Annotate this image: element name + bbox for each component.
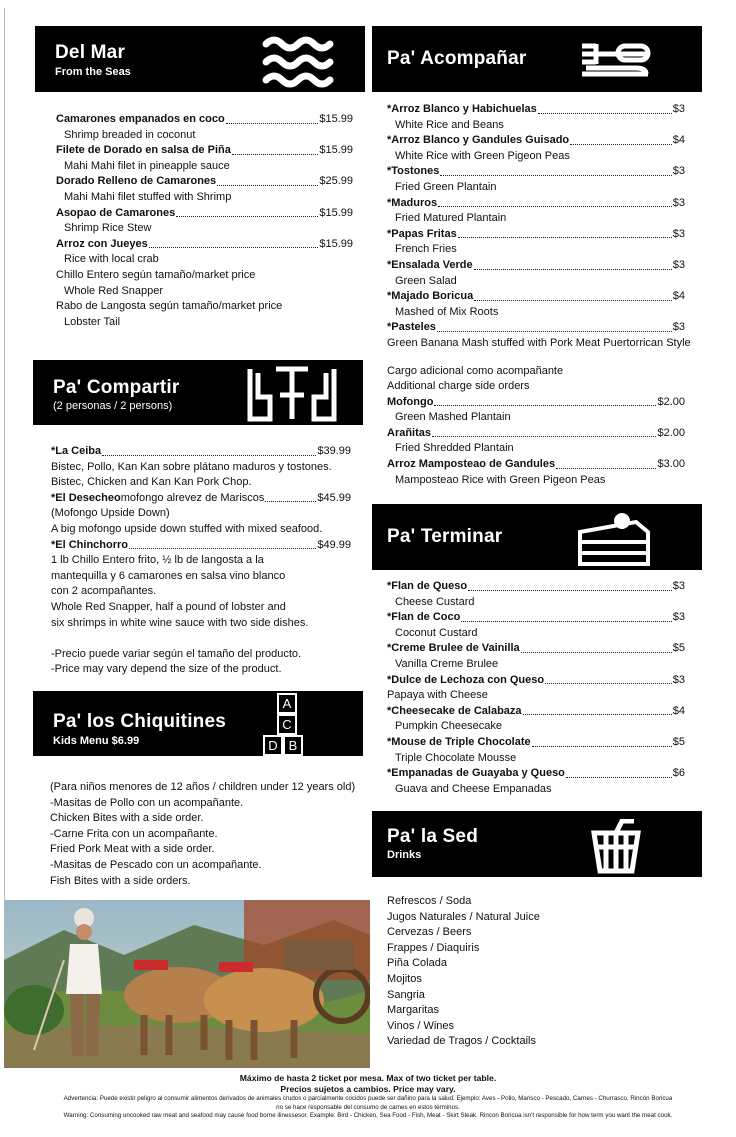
- leader-dots: [468, 589, 672, 591]
- item-description: Shrimp breaded in coconut: [64, 128, 196, 141]
- item-name: *El Chinchorro: [51, 538, 129, 551]
- item-name: *Pasteles: [387, 321, 436, 334]
- platter-text: Bistec, Chicken and Kan Kan Pork Chop.: [51, 476, 252, 489]
- acompanar-title: Pa' Acompañar: [387, 48, 527, 69]
- item-name: Camarones empanados en coco: [56, 113, 225, 125]
- item-price: $45.99: [317, 491, 351, 504]
- leader-dots: [149, 246, 319, 248]
- chiquitines-title: Pa' los Chiquitines: [53, 711, 227, 732]
- waves-icon: [260, 32, 336, 88]
- shared-table-icon: [246, 365, 338, 423]
- terminar-list: [387, 579, 685, 797]
- item-name: *Ensalada Verde: [387, 258, 473, 271]
- item-name: Arroz con Jueyes: [56, 237, 148, 250]
- item-name: Filete de Dorado en salsa de Piña: [56, 144, 231, 157]
- item-note: mofongo alrevez de Mariscos: [120, 491, 265, 504]
- item-price: $3: [672, 321, 685, 334]
- drink-item: Margaritas: [387, 1004, 439, 1017]
- item-description: Coconut Custard: [395, 626, 478, 639]
- item-description: Fried Green Plantain: [395, 180, 497, 193]
- leader-dots: [437, 330, 672, 332]
- item-price: $15.99: [319, 237, 353, 250]
- drink-item: Refrescos / Soda: [387, 895, 472, 907]
- menu-item-row: [387, 610, 685, 626]
- item-name: *Flan de Coco: [387, 611, 461, 624]
- compartir-title: Pa' Compartir: [53, 377, 180, 398]
- item-description: Green Banana Mash stuffed with Pork Meat Puertorrican Style: [387, 336, 691, 349]
- item-name: *Arroz Blanco y Habichuelas: [387, 103, 537, 115]
- leader-dots: [566, 776, 672, 778]
- chiquitines-list: [50, 780, 360, 889]
- item-name: *Creme Brulee de Vainilla: [387, 642, 520, 655]
- leader-dots: [176, 215, 318, 217]
- item-description: Green Salad: [395, 274, 457, 287]
- block-b: B: [283, 735, 303, 756]
- drink-item: Cervezas / Beers: [387, 926, 472, 939]
- kids-line: -Masitas de Pescado con un acompañante.: [50, 858, 262, 871]
- item-name: *Cheesecake de Calabaza: [387, 704, 522, 717]
- drink-item: Piña Colada: [387, 957, 447, 970]
- acompanar-header: [372, 26, 702, 92]
- kids-line: (Para niños menores de 12 años / children under 12 years old): [50, 781, 356, 793]
- ox-cart-painting: [4, 900, 370, 1068]
- compartir-header: [33, 360, 363, 425]
- item-description: Pumpkin Cheesecake: [395, 720, 503, 733]
- menu-item-row: [387, 579, 685, 595]
- item-name: *La Ceiba: [51, 445, 102, 457]
- drink-cup-icon: [586, 819, 646, 875]
- platter-text: Bistec, Pollo, Kan Kan sobre plátano maduros y tostones.: [51, 460, 332, 473]
- block-a: A: [277, 693, 297, 714]
- item-price: $15.99: [319, 144, 353, 157]
- leader-dots: [461, 620, 671, 622]
- menu-item-row: [387, 395, 685, 411]
- item-price: $2.00: [657, 426, 685, 439]
- item-price: $3: [672, 165, 685, 178]
- item-description: Papaya with Cheese: [387, 689, 488, 702]
- leader-dots: [217, 184, 318, 186]
- menu-item-row: [387, 735, 685, 751]
- item-price: $3: [672, 196, 685, 209]
- platter-text: A big mofongo upside down stuffed with mixed seafood.: [51, 522, 323, 535]
- menu-item-row: [387, 704, 685, 720]
- leader-dots: [538, 112, 672, 114]
- item-description: French Fries: [395, 243, 457, 256]
- del-mar-header: [35, 26, 365, 92]
- kids-line: Chicken Bites with a side order.: [50, 812, 204, 825]
- leader-dots: [129, 547, 316, 549]
- item-name: *Papas Fritas: [387, 227, 457, 240]
- item-name: *Arroz Blanco y Gandules Guisado: [387, 134, 570, 147]
- kids-line: -Masitas de Pollo con un acompañante.: [50, 796, 244, 809]
- item-name: *Empanadas de Guayaba y Queso: [387, 767, 565, 780]
- item-description: Triple Chocolate Mousse: [395, 751, 517, 764]
- menu-item-row: [387, 320, 685, 336]
- item-description: Mashed of Mix Roots: [395, 305, 499, 318]
- item-price: $3: [672, 611, 685, 624]
- footer-warning-en: Warning: Consuming uncooked raw meat and seafood may cause food borne ilinessesor. Example: Bird - Chicken, Sea Food - Fish, Meat - Skirt Steak. Rincon Boricua isn't responsible for how term you want the meat cook.: [63, 1112, 673, 1120]
- item-name: *Majado Boricua: [387, 290, 474, 303]
- item-price: $5: [672, 642, 685, 655]
- leader-dots: [102, 454, 316, 456]
- leader-dots: [521, 651, 672, 653]
- menu-item-row: [387, 426, 685, 442]
- item-price: $15.99: [319, 206, 353, 219]
- leader-dots: [432, 435, 656, 437]
- item-price: $49.99: [317, 538, 351, 551]
- utensils-icon: [578, 38, 652, 82]
- compartir-subtitle: (2 personas / 2 persons): [53, 400, 173, 412]
- drink-item: Vinos / Wines: [387, 1019, 455, 1032]
- chiquitines-subtitle: Kids Menu $6.99: [53, 735, 140, 747]
- menu-item-row: [387, 164, 685, 180]
- item-price: $3.00: [657, 458, 685, 471]
- item-name: Mofongo: [387, 395, 434, 408]
- del-mar-title: Del Mar: [55, 42, 126, 63]
- kids-line: Fish Bites with a side orders.: [50, 874, 191, 887]
- item-price: $2.00: [657, 395, 685, 408]
- extra-line: Lobster Tail: [64, 315, 121, 328]
- sed-list: [387, 894, 685, 1050]
- leader-dots: [265, 500, 316, 502]
- leader-dots: [556, 467, 656, 469]
- leader-dots: [545, 682, 672, 684]
- platter-text: con 2 acompañantes.: [51, 585, 157, 598]
- drink-item: Jugos Naturales / Natural Juice: [387, 910, 540, 923]
- item-name: Asopao de Camarones: [56, 206, 176, 219]
- sed-subtitle: Drinks: [387, 849, 422, 861]
- menu-item-row: [387, 457, 685, 473]
- leader-dots: [440, 174, 671, 176]
- item-price: $3: [672, 580, 685, 592]
- platter-text: six shrimps in white wine sauce with two side dishes.: [51, 616, 309, 629]
- block-d: D: [263, 735, 283, 756]
- item-price: $3: [672, 103, 685, 115]
- extra-charge-note: Cargo adicional como acompañante: [387, 364, 564, 377]
- item-price: $3: [672, 673, 685, 686]
- leader-dots: [532, 745, 672, 747]
- item-description: Cheese Custard: [395, 595, 475, 608]
- item-price: $6: [672, 767, 685, 780]
- extra-line: Chillo Entero según tamaño/market price: [56, 268, 256, 281]
- compartir-list: [51, 444, 351, 678]
- menu-item-row: [387, 673, 685, 689]
- platter-text: [51, 631, 351, 647]
- menu-item-row: [387, 133, 685, 149]
- menu-item-row: [56, 237, 353, 253]
- item-price: $15.99: [319, 113, 353, 125]
- menu-item-row: [387, 289, 685, 305]
- spacer: [387, 352, 685, 364]
- item-name: Arañitas: [387, 426, 432, 439]
- item-price: $3: [672, 227, 685, 240]
- kids-line: Fried Pork Meat with a side order.: [50, 843, 215, 856]
- platter-row: [51, 444, 351, 460]
- item-price: $25.99: [319, 175, 353, 188]
- menu-item-row: [387, 641, 685, 657]
- item-description: White Rice and Beans: [395, 118, 504, 131]
- platter-text: (Mofongo Upside Down): [51, 507, 170, 520]
- item-name: Dorado Relleno de Camarones: [56, 175, 217, 188]
- footer-price-note: Precios sujetos a cambios. Price may vary.: [280, 1084, 456, 1094]
- leader-dots: [523, 713, 672, 715]
- sed-header: [372, 811, 702, 877]
- menu-item-row: [387, 258, 685, 274]
- footer: [0, 1068, 736, 1121]
- platter-text: -Price may vary depend the size of the product.: [51, 663, 282, 676]
- item-name: *Maduros: [387, 196, 438, 209]
- item-price: $5: [672, 735, 685, 748]
- item-name: *Dulce de Lechoza con Queso: [387, 673, 545, 686]
- leader-dots: [434, 404, 656, 406]
- chiquitines-header: [33, 691, 363, 756]
- menu-item-row: [56, 112, 353, 128]
- item-price: $4: [672, 290, 685, 303]
- item-description: Mamposteao Rice with Green Pigeon Peas: [395, 473, 606, 486]
- drink-item: Sangria: [387, 988, 425, 1001]
- item-description: Mahi Mahi filet stuffed with Shrimp: [64, 190, 232, 203]
- item-price: $3: [672, 258, 685, 271]
- menu-item-row: [56, 206, 353, 222]
- abc-blocks-icon: [263, 693, 323, 755]
- menu-item-row: [387, 766, 685, 782]
- item-description: Green Mashed Plantain: [395, 411, 511, 424]
- item-name: *Tostones: [387, 165, 440, 178]
- leader-dots: [474, 268, 672, 270]
- item-description: White Rice with Green Pigeon Peas: [395, 149, 570, 162]
- platter-text: Whole Red Snapper, half a pound of lobster and: [51, 600, 286, 613]
- platter-text: mantequilla y 6 camarones en salsa vino blanco: [51, 569, 286, 582]
- drink-item: Variedad de Tragos / Cocktails: [387, 1035, 536, 1048]
- menu-item-row: [56, 174, 353, 190]
- kids-line: -Carne Frita con un acompañante.: [50, 827, 218, 840]
- item-name: *El Desecheo: [51, 491, 121, 504]
- item-price: $4: [672, 704, 685, 717]
- cake-slice-icon: [576, 510, 654, 568]
- footer-warning-es-2: no se hace responsable del consumo de carnes en estos términos.: [276, 1103, 460, 1111]
- leader-dots: [232, 153, 319, 155]
- extra-charge-note: Additional charge side orders: [387, 380, 530, 393]
- leader-dots: [226, 122, 319, 124]
- menu-item-row: [387, 227, 685, 243]
- item-name: *Mouse de Triple Chocolate: [387, 735, 531, 748]
- item-description: Guava and Cheese Empanadas: [395, 782, 552, 795]
- drink-item: Mojitos: [387, 972, 422, 985]
- menu-item-row: [387, 196, 685, 212]
- item-name: *Flan de Queso: [387, 580, 468, 592]
- leader-dots: [474, 299, 672, 301]
- item-description: Rice with local crab: [64, 253, 159, 266]
- platter-row: [51, 538, 351, 554]
- terminar-header: [372, 504, 702, 570]
- terminar-title: Pa' Terminar: [387, 526, 503, 547]
- leader-dots: [458, 236, 672, 238]
- extra-line: Whole Red Snapper: [64, 284, 164, 297]
- menu-item-row: [387, 102, 685, 118]
- del-mar-list: [56, 112, 353, 330]
- drink-item: Frappes / Diaquiris: [387, 941, 480, 954]
- block-c: C: [277, 714, 297, 735]
- del-mar-subtitle: From the Seas: [55, 66, 131, 78]
- platter-text: -Precio puede variar según el tamaño del producto.: [51, 647, 302, 660]
- footer-warning-es: Advertencia: Puede existir peligro al consumir alimentos derivados de animales crudos o parcialmente cocidos puede ser dañino para la salud. Ejemplo: Aves - Pollo, Marisco - Pescado, Carnes - Churrasco. Rincón Boricua: [63, 1095, 673, 1102]
- item-description: Shrimp Rice Stew: [64, 222, 152, 235]
- item-description: Mahi Mahi filet in pineapple sauce: [64, 159, 230, 172]
- footer-ticket-note: Máximo de hasta 2 ticket por mesa. Max of two ticket per table.: [239, 1073, 497, 1083]
- extra-line: Rabo de Langosta según tamaño/market price: [56, 300, 283, 313]
- item-description: Fried Shredded Plantain: [395, 442, 514, 455]
- leader-dots: [438, 205, 672, 207]
- item-price: $4: [672, 134, 685, 147]
- acompanar-list: [387, 102, 691, 488]
- sed-title: Pa' la Sed: [387, 826, 479, 847]
- item-name: Arroz Mamposteao de Gandules: [387, 458, 556, 471]
- menu-item-row: [56, 143, 353, 159]
- platter-row: [51, 491, 351, 507]
- item-price: $39.99: [317, 445, 351, 457]
- item-description: Vanilla Creme Brulee: [395, 657, 499, 670]
- item-description: Fried Matured Plantain: [395, 212, 507, 225]
- leader-dots: [570, 143, 672, 145]
- platter-text: 1 lb Chillo Entero frito, ½ lb de langosta a la: [51, 554, 264, 567]
